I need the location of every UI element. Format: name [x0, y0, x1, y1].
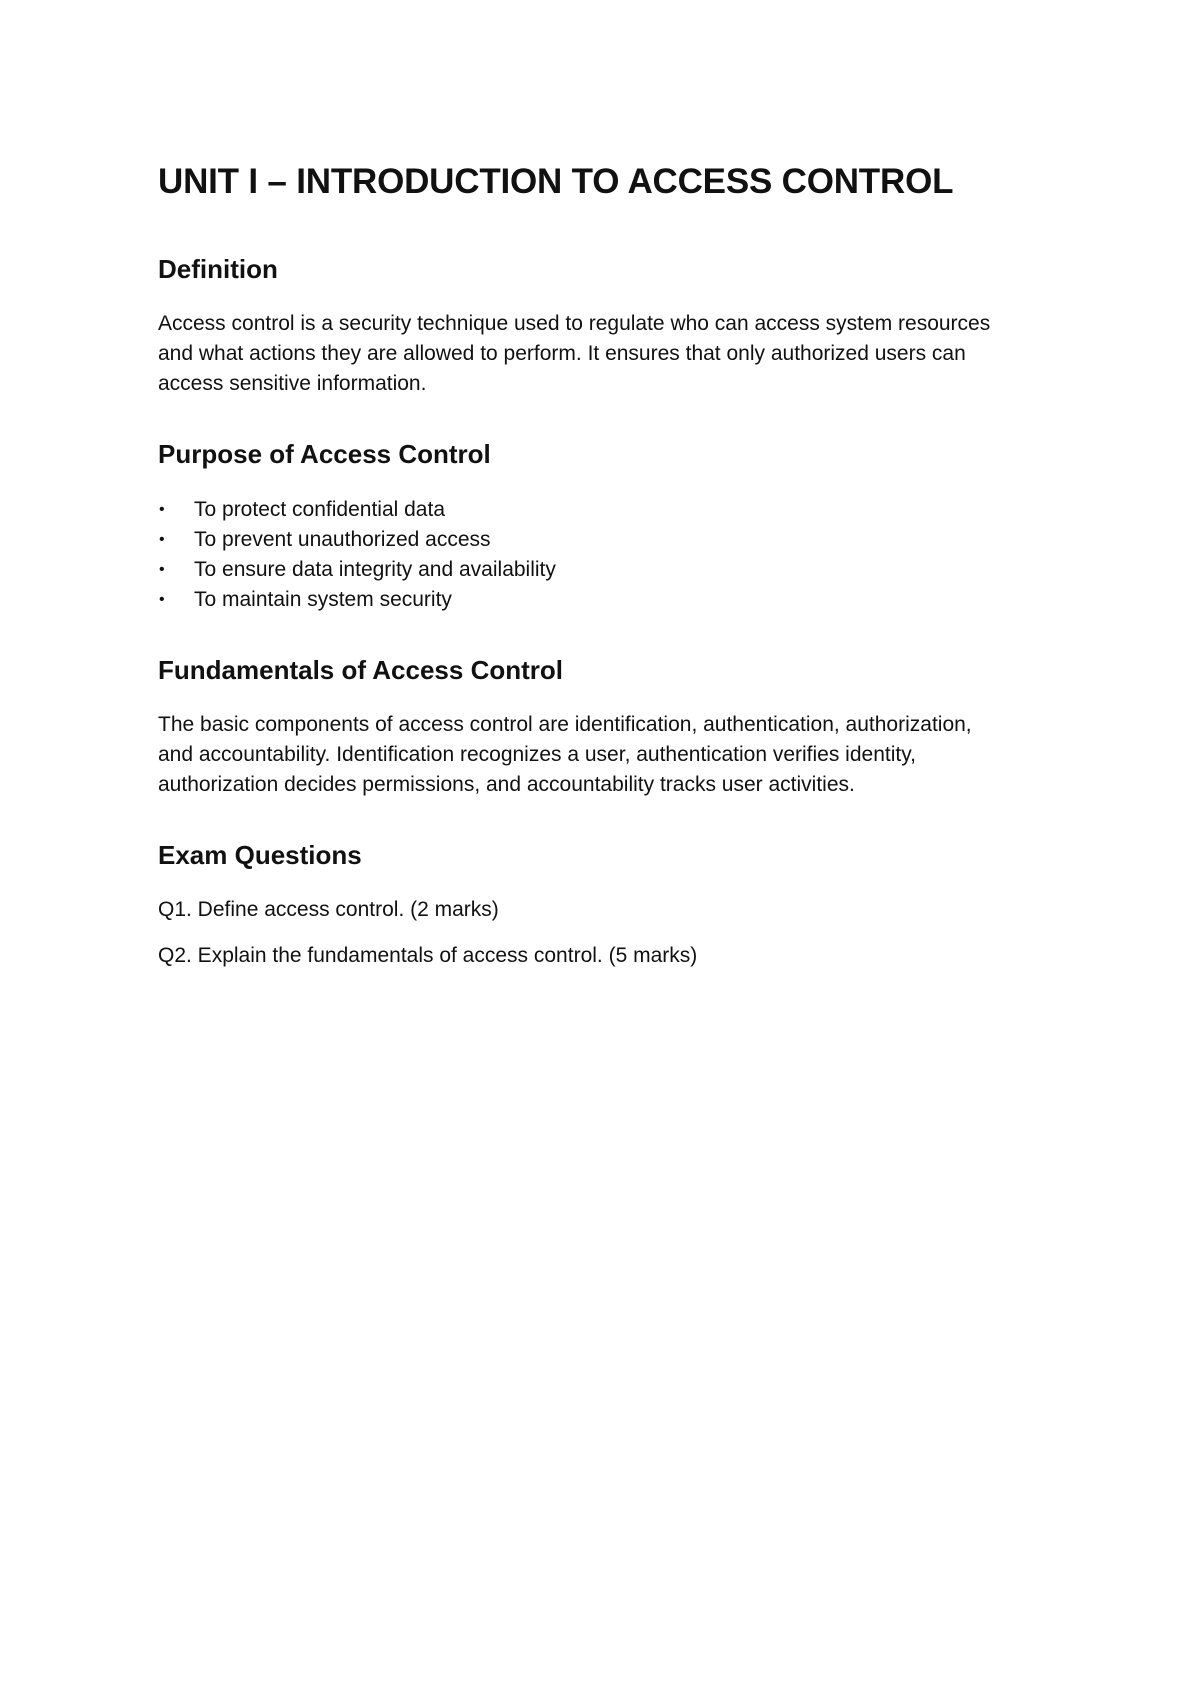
list-item	[158, 495, 1058, 525]
fundamentals-heading: Fundamentals of Access Control	[158, 655, 563, 685]
document-title: UNIT I – INTRODUCTION TO ACCESS CONTROL	[158, 162, 954, 201]
purpose-list	[158, 495, 1058, 615]
fundamentals-line: and accountability. Identification recognizes a user, authentication verifies identity,	[158, 743, 916, 766]
definition-line: and what actions they are allowed to perform. It ensures that only authorized users can	[158, 342, 966, 365]
bullet-icon: •	[159, 591, 165, 608]
definition-line: access sensitive information.	[158, 372, 427, 395]
bullet-icon: •	[159, 561, 165, 578]
list-item-text: To ensure data integrity and availability	[194, 558, 556, 581]
list-item-text: To protect confidential data	[194, 498, 445, 521]
list-item-text: To maintain system security	[194, 588, 452, 611]
list-item	[158, 525, 1058, 555]
definition-paragraph	[158, 309, 1058, 399]
list-item	[158, 555, 1058, 585]
fundamentals-line: The basic components of access control are identification, authentication, authorization,	[158, 713, 972, 736]
bullet-icon: •	[159, 501, 165, 518]
exam-question: Q1. Define access control. (2 marks)	[158, 898, 499, 921]
list-item-text: To prevent unauthorized access	[194, 528, 491, 551]
document-content	[158, 160, 1058, 971]
list-item	[158, 585, 1058, 615]
fundamentals-paragraph	[158, 710, 1058, 800]
definition-line: Access control is a security technique used to regulate who can access system resources	[158, 312, 991, 335]
exam-questions-heading: Exam Questions	[158, 840, 362, 870]
exam-question: Q2. Explain the fundamentals of access control. (5 marks)	[158, 944, 698, 967]
fundamentals-line: authorization decides permissions, and accountability tracks user activities.	[158, 773, 855, 796]
purpose-heading: Purpose of Access Control	[158, 439, 491, 469]
definition-heading: Definition	[158, 254, 278, 284]
bullet-icon: •	[159, 531, 165, 548]
